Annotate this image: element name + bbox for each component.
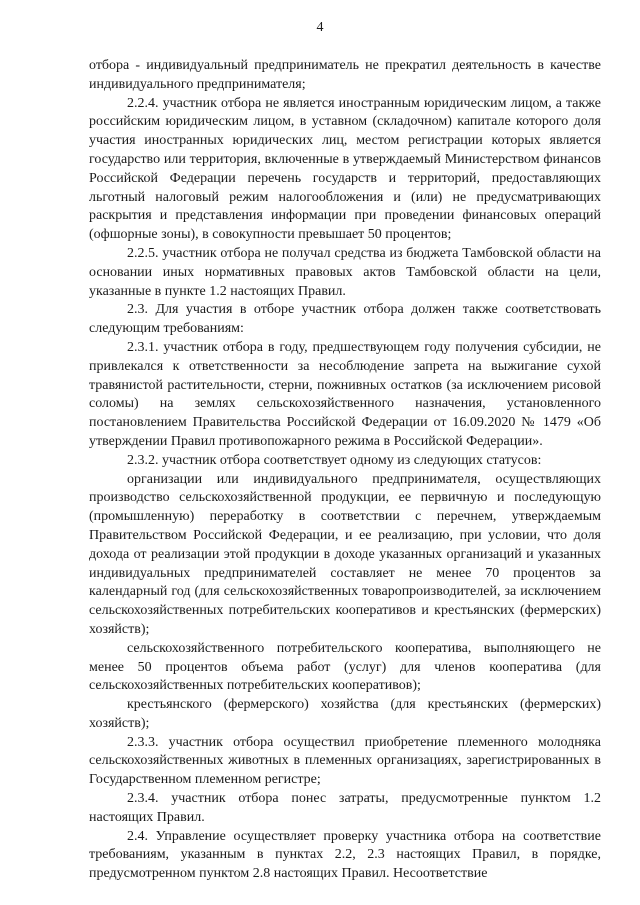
paragraph: 2.3.3. участник отбора осуществил приобретение племенного молодняка сельскохозяйственных животных в племенных организациях, зарегистрированных в Государственном племенном регистре;: [89, 734, 601, 788]
paragraph: организации или индивидуального предпринимателя, осуществляющих производство сельскохозяйственной продукции, ее первичную и последующую (промышленную) переработку в соответствии с перечнем, утверждаемым Правительством Российской Федерации, и ее реализацию, при условии, что доля дохода от реализации этой продукции в доходе указанных организаций и указанных индивидуальных предпринимателей составляет не менее 70 процентов за календарный год (для сельскохозяйственных товаропроизводителей, за исключением сельскохозяйственных потребительских кооперативов и крестьянских (фермерских) хозяйств);: [89, 471, 601, 637]
paragraph: 2.2.5. участник отбора не получал средства из бюджета Тамбовской области на основании иных нормативных правовых актов Тамбовской области на цели, указанные в пункте 1.2 настоящих Правил.: [89, 245, 601, 299]
page-number: 4: [316, 20, 324, 35]
paragraph: 2.3. Для участия в отборе участник отбора должен также соответствовать следующим требованиям:: [89, 302, 601, 337]
paragraph: сельскохозяйственного потребительского кооператива, выполняющего не менее 50 процентов объема работ (услуг) для членов кооператива (для сельскохозяйственных потребительских кооперативов);: [89, 640, 601, 694]
paragraph: 2.3.4. участник отбора понес затраты, предусмотренные пунктом 1.2 настоящих Правил.: [89, 791, 601, 825]
paragraph: 2.3.1. участник отбора в году, предшествующем году получения субсидии, не привлекался к ответственности за несоблюдение запрета на выжигание сухой травянистой растительности, стерни, пожнивных остатков (за исключением рисовой соломы) на землях сельскохозяйственного назначения, установленного постановлением Правительства Российской Федерации от 16.09.2020 № 1479 «Об утверждении Правил противопожарного режима в Российской Федерации».: [89, 339, 601, 449]
paragraph: 2.2.4. участник отбора не является иностранным юридическим лицом, а также российским юридическим лицом, в уставном (складочном) капитале которого доля участия иностранных юридических лиц, местом регистрации которых является государство или территория, включенные в утверждаемый Министерством финансов Российской Федерации перечень государств и территорий, предоставляющих льготный налоговый режим налогообложения и (или) не предусматривающих раскрытия и представления информации при проведении финансовых операций (офшорные зоны), в совокупности превышает 50 процентов;: [89, 95, 601, 243]
paragraph: крестьянского (фермерского) хозяйства (для крестьянских (фермерских) хозяйств);: [89, 697, 601, 731]
paragraph: отбора - индивидуальный предприниматель не прекратил деятельность в качестве индивидуального предпринимателя;: [89, 58, 601, 92]
document-body: [89, 57, 601, 884]
paragraph: 2.4. Управление осуществляет проверку участника отбора на соответствие требованиям, указанным в пунктах 2.2, 2.3 настоящих Правил, в порядке, предусмотренном пунктом 2.8 настоящих Правил. Несоответствие: [89, 828, 601, 882]
paragraph: 2.3.2. участник отбора соответствует одному из следующих статусов:: [127, 452, 542, 468]
